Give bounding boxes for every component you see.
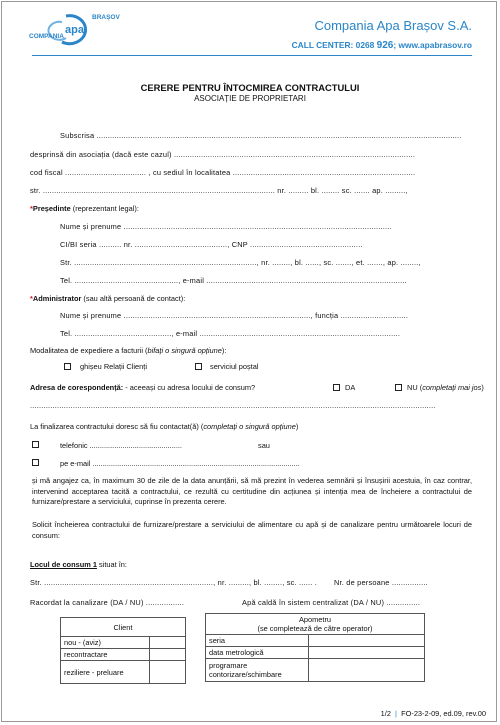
apometru-row-cell[interactable]: [309, 635, 425, 647]
logo-text-top: BRAȘOV: [92, 14, 120, 21]
logo-text-left: COMPANIA: [29, 33, 64, 40]
field-presedinte-tel[interactable]: Tel. .............................................., e-mail .........................................................................................: [60, 276, 407, 285]
field-subscrisa[interactable]: Subscrisa ..................................................................................................................................................................: [60, 131, 462, 140]
required-mark: *: [30, 204, 33, 213]
footer-separator: |: [393, 709, 400, 718]
call-number: 926: [376, 40, 394, 51]
client-header: Client: [61, 618, 186, 637]
table-header-row: [206, 614, 425, 635]
checkbox-ghiseu[interactable]: [64, 363, 71, 370]
call-label: CALL CENTER: 0268: [291, 40, 375, 50]
client-row-label: reziliere - preluare: [61, 661, 150, 684]
website-link[interactable]: www.apabrasov.ro: [398, 40, 472, 50]
sau-label: sau: [258, 441, 270, 450]
apometru-header-note: (se completează de către operator): [257, 624, 373, 633]
table-row: [206, 659, 425, 682]
field-adresa[interactable]: str. ....................................................................................................... nr. ......... bl. ........ sc. ....... ap. .........,: [30, 186, 408, 195]
section-administrator: [30, 294, 185, 303]
logo-text-mid: apa: [65, 24, 84, 36]
checkbox-postal[interactable]: [195, 363, 202, 370]
client-table: [60, 617, 186, 684]
header-divider: [32, 55, 472, 56]
call-center: [292, 40, 472, 51]
loc-consum-label: Locul de consum 1 situat în:: [30, 560, 127, 569]
checkbox-da[interactable]: [333, 384, 340, 391]
presedinte-note: (reprezentant legal):: [70, 204, 139, 213]
field-presedinte-adresa[interactable]: Str. ................................................................................., nr. ........, bl. ......, sc. ......., et. ......., ap. ........,: [60, 258, 421, 267]
checkbox-telefonic[interactable]: [32, 441, 39, 448]
apometru-row-cell[interactable]: [309, 659, 425, 682]
section-presedinte: [30, 204, 139, 213]
table-header-row: [61, 618, 186, 637]
field-presedinte-ci[interactable]: CI/BI seria .......... nr. ........................................., CNP ..................................................: [60, 240, 363, 249]
presedinte-label: Președinte: [32, 204, 71, 213]
field-cod-fiscal[interactable]: cod fiscal .................................... , cu sediul în localitatea .................................................................................: [30, 168, 416, 177]
field-apa-calda[interactable]: Apă caldă în sistem centralizat (DA / NU) ...............: [242, 598, 421, 607]
page-number: 1/2: [380, 709, 391, 718]
apometru-header: [206, 614, 425, 635]
checkbox-nu[interactable]: [395, 384, 402, 391]
administrator-note: (sau altă persoană de contact):: [81, 294, 186, 303]
field-telefonic[interactable]: telefonic .............................................: [60, 441, 182, 450]
table-row: [61, 661, 186, 684]
apometru-table: [205, 613, 425, 682]
table-row: [206, 647, 425, 659]
document-page: [1, 1, 497, 722]
expediere-label: Modalitatea de expediere a facturii (bifați o singură opțiune):: [30, 346, 227, 355]
page-footer: [381, 709, 486, 718]
company-name: Compania Apa Brașov S.A.: [314, 18, 472, 33]
contact-label: La finalizarea contractului doresc să fiu contactat(ă) (completați o singură opțiune): [30, 422, 299, 431]
client-row-label: recontractare: [61, 649, 150, 661]
field-administrator-tel[interactable]: Tel. ..........................................., e-mail .........................................................................................: [60, 329, 401, 338]
option-nu: NU (completați mai jos): [407, 383, 484, 392]
field-nr-persoane[interactable]: Nr. de persoane ................: [334, 578, 428, 587]
apometru-row-label: data metrologică: [206, 647, 309, 659]
form-subtitle: ASOCIAȚIE DE PROPRIETARI: [194, 94, 306, 103]
angajament-paragraph: și mă angajez ca, în maximum 30 de zile de la data anunțării, să mă prezint în vederea semnării și însușirii acestuia, în caz contrar, intervenind acceptarea tacită a contractului, ce rezultă cu certitudine din acțiunea și intenția mea de încheiere a contractului de furnizare/prestare a serviciului, cuprinse în prezenta cerere.: [32, 476, 472, 507]
call-sep: ;: [393, 40, 397, 50]
client-row-cell[interactable]: [150, 649, 186, 661]
field-email[interactable]: pe e-mail .....................................................................................................: [60, 459, 300, 468]
client-row-label: nou - (aviz): [61, 637, 150, 649]
form-code: FO-23-2-09, ed.09, rev.00: [401, 709, 486, 718]
client-row-cell[interactable]: [150, 637, 186, 649]
checkbox-email[interactable]: [32, 459, 39, 466]
corespondenta-label: Adresa de corespondență: - aceeași cu adresa locului de consum?: [30, 383, 256, 392]
field-presedinte-nume[interactable]: Nume și prenume .......................................................................................................................: [60, 222, 392, 231]
field-administrator-nume[interactable]: Nume și prenume ..................................................................................., funcția ..............................: [60, 311, 409, 320]
client-row-cell[interactable]: [150, 661, 186, 684]
apometru-header-title: Apometru: [298, 615, 332, 624]
table-row: [206, 635, 425, 647]
required-mark: *: [30, 294, 33, 303]
apometru-row-label: seria: [206, 635, 309, 647]
apometru-row-label: programare contorizare/schimbare: [206, 659, 309, 682]
field-loc-adresa[interactable]: Str. ..........................................................................., nr. ........., bl. ........, sc. ...... .: [30, 578, 318, 587]
table-row: [61, 637, 186, 649]
solicitare-paragraph: Solicit încheierea contractului de furnizare/prestare a serviciului de alimentare cu apă și de canalizare pentru următoarele locuri de consum:: [32, 520, 472, 540]
option-postal: serviciul poștal: [210, 362, 259, 371]
option-da: DA: [345, 383, 356, 392]
field-racordat-canalizare[interactable]: Racordat la canalizare (DA / NU) .................: [30, 598, 185, 607]
administrator-label: Administrator: [32, 294, 82, 303]
table-row: [61, 649, 186, 661]
option-ghiseu: ghișeu Relații Clienți: [80, 362, 147, 371]
apometru-row-cell[interactable]: [309, 647, 425, 659]
field-corespondenta[interactable]: ....................................................................................................................................................................................: [30, 401, 436, 410]
field-asociatia[interactable]: desprinsă din asociația (dacă este cazul) ...........................................................................................................: [30, 150, 416, 159]
form-title: CERERE PENTRU ÎNTOCMIREA CONTRACTULUI: [140, 82, 360, 93]
